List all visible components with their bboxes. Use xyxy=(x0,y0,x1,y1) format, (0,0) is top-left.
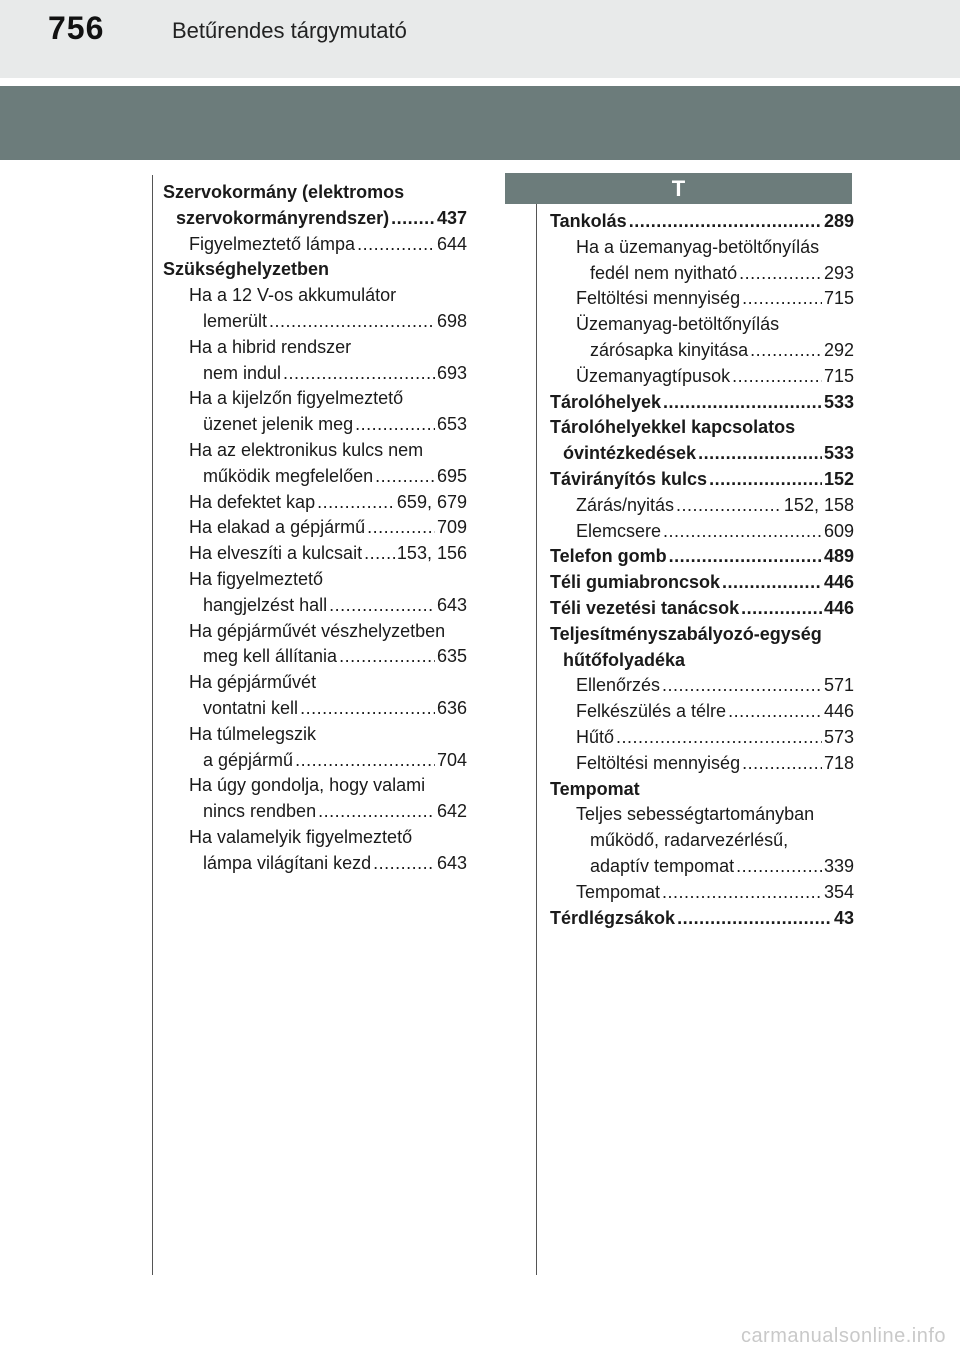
index-entry: hangjelzést hall ..... 643 xyxy=(163,593,467,619)
header-band xyxy=(0,86,960,160)
page-header xyxy=(0,0,960,78)
index-entry: Telefon gomb ..... 489 xyxy=(550,544,854,570)
index-entry: Ha valamelyik figyelmeztető xyxy=(189,826,413,847)
index-entry: a gépjármű ..... 704 xyxy=(163,748,467,774)
index-entry: Ha gépjárművét xyxy=(189,672,317,693)
index-entry: Szükséghelyzetben xyxy=(163,259,330,280)
index-entry: Ha az elektronikus kulcs nem xyxy=(189,439,424,460)
index-entry: Tempomat ..... 354 xyxy=(550,880,854,906)
index-entry: Tárolóhelyekkel kapcsolatos xyxy=(550,417,796,438)
index-entry: Ha elakad a gépjármű ..... 709 xyxy=(163,515,467,541)
index-entry: Ha úgy gondolja, hogy valami xyxy=(189,775,426,796)
index-entry: Szervokormány (elektromos xyxy=(163,182,405,202)
index-entry: Távirányítós kulcs ..... 152 xyxy=(550,467,854,493)
index-entry: Hűtő ..... 573 xyxy=(550,725,854,751)
index-entry: nem indul ..... 693 xyxy=(163,361,467,387)
watermark: carmanualsonline.info xyxy=(740,1325,946,1347)
index-entry: Tárolóhelyek ..... 533 xyxy=(550,390,854,416)
index-entry: Tempomat xyxy=(550,778,640,799)
left-column-rule xyxy=(152,175,153,1275)
index-entry: Üzemanyagtípusok ..... 715 xyxy=(550,364,854,390)
index-entry: Elemcsere ..... 609 xyxy=(550,519,854,545)
index-entry: Teljesítményszabályozó-egység xyxy=(550,623,822,644)
index-entry: Ha defektet kap ..... 659, 679 xyxy=(163,490,467,516)
index-entry: vontatni kell ..... 636 xyxy=(163,696,467,722)
index-entry: Ha gépjárművét vészhelyzetben xyxy=(189,620,446,641)
index-entry: Ha a kijelzőn figyelmeztető xyxy=(189,388,404,409)
index-entry: hűtőfolyadéka xyxy=(563,649,686,670)
index-column-right xyxy=(550,209,854,931)
middle-column-rule xyxy=(536,175,537,1275)
index-entry: Ha a üzemanyag-betöltőnyílás xyxy=(576,236,820,257)
index-entry: Teljes sebességtartományban xyxy=(576,804,815,825)
index-entry: Tankolás ..... 289 xyxy=(550,209,854,235)
index-entry: adaptív tempomat ..... 339 xyxy=(550,854,854,880)
index-entry: Üzemanyag-betöltőnyílás xyxy=(576,314,780,335)
index-entry: Téli gumiabroncsok ..... 446 xyxy=(550,570,854,596)
section-letter-heading: T xyxy=(505,173,852,204)
index-column-left xyxy=(163,180,467,877)
index-entry: működik megfelelően ..... 695 xyxy=(163,464,467,490)
index-entry: Ha figyelmeztető xyxy=(189,568,324,589)
index-entry: meg kell állítania ..... 635 xyxy=(163,644,467,670)
index-entry: zárósapka kinyitása ..... 292 xyxy=(550,338,854,364)
index-entry: Ha túlmelegszik xyxy=(189,723,317,744)
index-entry: Figyelmeztető lámpa ..... 644 xyxy=(163,232,467,258)
index-entry: Feltöltési mennyiség ..... 715 xyxy=(550,286,854,312)
index-entry: Zárás/nyitás ..... 152, 158 xyxy=(550,493,854,519)
index-entry: szervokormányrendszer) ..... 437 xyxy=(163,206,467,232)
index-entry: lemerült ..... 698 xyxy=(163,309,467,335)
page-title: Betűrendes tárgymutató xyxy=(172,18,407,43)
page-number: 756 xyxy=(48,10,105,46)
index-entry: Ellenőrzés ..... 571 xyxy=(550,673,854,699)
index-entry: Feltöltési mennyiség ..... 718 xyxy=(550,751,854,777)
index-entry: Téli vezetési tanácsok ..... 446 xyxy=(550,596,854,622)
index-entry: fedél nem nyitható ..... 293 xyxy=(550,261,854,287)
index-entry: üzenet jelenik meg ..... 653 xyxy=(163,412,467,438)
index-entry: Ha elveszíti a kulcsait ..... 153, 156 xyxy=(163,541,467,567)
index-entry: nincs rendben ..... 642 xyxy=(163,799,467,825)
index-entry: Felkészülés a télre ..... 446 xyxy=(550,699,854,725)
index-entry: működő, radarvezérlésű, xyxy=(590,830,789,851)
index-entry: Ha a hibrid rendszer xyxy=(189,336,352,357)
index-entry: Térdlégzsákok ..... 43 xyxy=(550,906,854,932)
index-entry: Ha a 12 V-os akkumulátor xyxy=(189,285,397,306)
index-entry: óvintézkedések ..... 533 xyxy=(550,441,854,467)
index-entry: lámpa világítani kezd ..... 643 xyxy=(163,851,467,877)
